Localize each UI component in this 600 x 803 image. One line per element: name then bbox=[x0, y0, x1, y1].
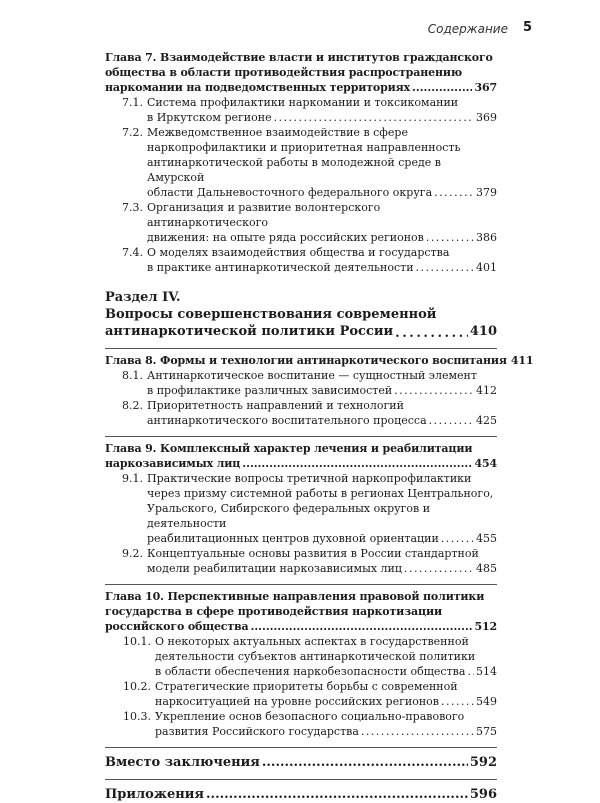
toc-subsection[interactable] bbox=[105, 471, 497, 546]
section-line: Вопросы совершенствования современной bbox=[105, 307, 437, 322]
subsection-line: Антинаркотическое воспитание — сущностный элемент bbox=[147, 369, 477, 382]
dot-leader bbox=[426, 230, 474, 245]
subsection-line: наркопрофилактики и приоритетная направленность bbox=[147, 141, 461, 154]
toc-subsection[interactable] bbox=[105, 368, 497, 398]
toc-subsection[interactable] bbox=[105, 709, 497, 739]
subsection-line: реабилитационных центров духовной ориентации bbox=[147, 532, 439, 545]
dot-leader bbox=[395, 325, 468, 340]
subsection-number: 10.2. bbox=[123, 680, 151, 693]
chapter-line: государства в сфере противодействия наркотизации bbox=[105, 605, 443, 618]
chapter-line: наркомании на подведомственных территориях bbox=[105, 81, 411, 94]
dot-leader bbox=[441, 531, 474, 546]
subsection-line: Стратегические приоритеты борьбы с современной bbox=[155, 680, 458, 693]
page-ref: 367 bbox=[474, 81, 497, 94]
toc-subsection[interactable] bbox=[105, 679, 497, 709]
subsection-line: антинаркотической работы в молодежной среде в Амурской bbox=[147, 156, 441, 184]
page-ref: 596 bbox=[469, 787, 497, 802]
page-ref: 485 bbox=[476, 562, 497, 575]
page-ref: 401 bbox=[476, 261, 497, 274]
dot-leader bbox=[404, 561, 474, 576]
subsection-line: Укрепление основ безопасного социально-правового bbox=[155, 710, 465, 723]
page-ref: 592 bbox=[469, 755, 497, 770]
toc-section-4[interactable] bbox=[105, 306, 497, 340]
page-ref: 411 bbox=[510, 354, 534, 367]
subsection-number: 10.3. bbox=[123, 710, 151, 723]
dot-leader bbox=[441, 694, 474, 709]
subsection-line: в практике антинаркотической деятельности bbox=[147, 261, 414, 274]
chapter-line: общества в области противодействия распространению bbox=[105, 66, 462, 79]
divider bbox=[105, 584, 497, 585]
toc-chapter-8[interactable] bbox=[105, 353, 534, 368]
dot-leader bbox=[361, 724, 474, 739]
subsection-line: в профилактике различных зависимостей bbox=[147, 384, 393, 397]
dot-leader bbox=[416, 260, 474, 275]
subsection-number: 9.1. bbox=[122, 472, 143, 485]
subsection-line: деятельности субъектов антинаркотической политики bbox=[155, 650, 476, 663]
subsection-number: 10.1. bbox=[123, 635, 151, 648]
dot-leader bbox=[206, 786, 468, 803]
dot-leader bbox=[262, 754, 468, 771]
toc-subsection[interactable] bbox=[105, 398, 497, 428]
conclusion-label: Вместо заключения bbox=[105, 755, 260, 770]
subsection-line: Приоритетность направлений и технологий bbox=[147, 399, 404, 412]
subsection-line: О некоторых актуальных аспектах в государственной bbox=[155, 635, 469, 648]
chapter-line: Глава 10. Перспективные направления правовой политики bbox=[105, 590, 485, 603]
toc-chapter-9[interactable] bbox=[105, 441, 497, 471]
dot-leader bbox=[274, 110, 474, 125]
subsection-line: развития Российского государства bbox=[155, 725, 359, 738]
dot-leader bbox=[394, 383, 474, 398]
toc-subsection[interactable] bbox=[105, 634, 497, 679]
section-label: Раздел IV. bbox=[105, 290, 181, 305]
toc-conclusion[interactable] bbox=[105, 754, 497, 771]
subsection-line: Концептуальные основы развития в России стандартной bbox=[147, 547, 479, 560]
page-number: 5 bbox=[522, 20, 532, 35]
subsection-number: 7.1. bbox=[122, 96, 143, 109]
subsection-line: в области обеспечения наркобезопасности общества bbox=[155, 665, 466, 678]
toc-subsection[interactable] bbox=[105, 125, 497, 200]
toc-appendix[interactable] bbox=[105, 786, 497, 803]
divider bbox=[105, 779, 497, 780]
section-line: антинаркотической политики России bbox=[105, 324, 394, 339]
toc-subsection[interactable] bbox=[105, 546, 497, 576]
chapter-line: наркозависимых лиц bbox=[105, 457, 241, 470]
chapter-line: Глава 9. Комплексный характер лечения и реабилитации bbox=[105, 442, 473, 455]
subsection-line: Практические вопросы третичной наркопрофилактики bbox=[147, 472, 472, 485]
page-ref: 549 bbox=[476, 695, 497, 708]
appendix-label: Приложения bbox=[105, 787, 205, 802]
dot-leader bbox=[242, 456, 472, 471]
subsection-line: движения: на опыте ряда российских регионов bbox=[147, 231, 424, 244]
chapter-line: Глава 7. Взаимодействие власти и институтов гражданского bbox=[105, 51, 493, 64]
subsection-line: антинаркотического воспитательного процесса bbox=[147, 414, 427, 427]
table-of-contents bbox=[105, 50, 534, 803]
subsection-number: 8.2. bbox=[122, 399, 143, 412]
divider bbox=[105, 348, 497, 349]
chapter-line: российского общества bbox=[105, 620, 249, 633]
dot-leader bbox=[429, 413, 474, 428]
page-ref: 575 bbox=[476, 725, 497, 738]
running-title: Содержание bbox=[427, 22, 508, 36]
subsection-line: наркоситуацией на уровне российских регионов bbox=[155, 695, 439, 708]
page-ref: 412 bbox=[476, 384, 497, 397]
toc-chapter-7[interactable] bbox=[105, 50, 497, 95]
toc-subsection[interactable] bbox=[105, 200, 497, 245]
subsection-line: через призму системной работы в регионах Центрального, bbox=[147, 487, 494, 500]
dot-leader bbox=[434, 185, 474, 200]
subsection-number: 9.2. bbox=[122, 547, 143, 560]
page-ref: 514 bbox=[476, 665, 497, 678]
page-ref: 386 bbox=[476, 231, 497, 244]
subsection-number: 7.3. bbox=[122, 201, 143, 214]
dot-leader bbox=[467, 664, 474, 679]
dot-leader bbox=[251, 619, 473, 634]
chapter-line: Глава 8. Формы и технологии антинаркотического воспитания bbox=[105, 354, 507, 367]
dot-leader bbox=[412, 80, 472, 95]
toc-subsection[interactable] bbox=[105, 95, 497, 125]
subsection-line: Межведомственное взаимодействие в сфере bbox=[147, 126, 408, 139]
page-ref: 425 bbox=[476, 414, 497, 427]
subsection-number: 7.4. bbox=[122, 246, 143, 259]
page-ref: 379 bbox=[476, 186, 497, 199]
subsection-line: в Иркутском регионе bbox=[147, 111, 272, 124]
subsection-line: Организация и развитие волонтерского антинаркотического bbox=[147, 201, 381, 229]
subsection-line: модели реабилитации наркозависимых лиц bbox=[147, 562, 402, 575]
page-ref: 369 bbox=[476, 111, 497, 124]
page-ref: 410 bbox=[469, 324, 497, 339]
page-ref: 455 bbox=[476, 532, 497, 545]
divider bbox=[105, 747, 497, 748]
subsection-line: области Дальневосточного федерального округа bbox=[147, 186, 433, 199]
subsection-line: Система профилактики наркомании и токсикомании bbox=[147, 96, 459, 109]
page-ref: 512 bbox=[474, 620, 497, 633]
toc-subsection[interactable] bbox=[105, 245, 497, 275]
subsection-number: 7.2. bbox=[122, 126, 143, 139]
subsection-line: О моделях взаимодействия общества и государства bbox=[147, 246, 450, 259]
divider bbox=[105, 436, 497, 437]
toc-chapter-10[interactable] bbox=[105, 589, 497, 634]
subsection-line: Уральского, Сибирского федеральных округов и деятельности bbox=[147, 502, 431, 530]
subsection-number: 8.1. bbox=[122, 369, 143, 382]
page-ref: 454 bbox=[474, 457, 497, 470]
